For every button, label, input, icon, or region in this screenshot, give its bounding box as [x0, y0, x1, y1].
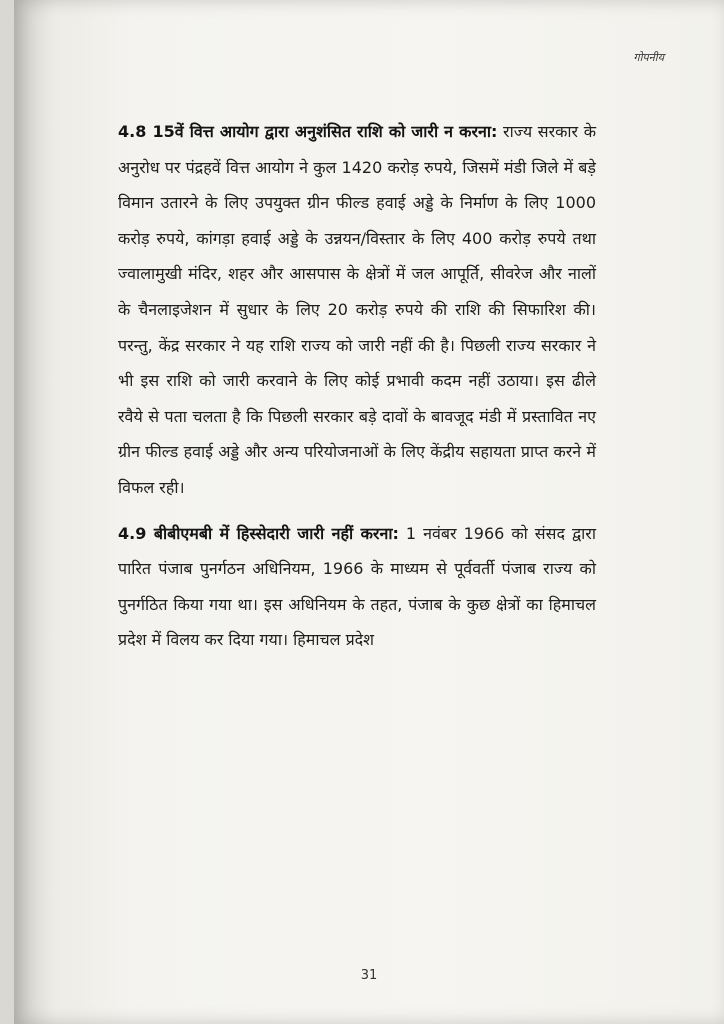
- document-page: [14, 0, 724, 1024]
- section-4-9: [118, 516, 596, 658]
- section-4-8: [118, 114, 596, 506]
- page-content: [118, 114, 596, 658]
- page-number: 31: [360, 968, 378, 983]
- section-body: राज्य सरकार के अनुरोध पर पंद्रहवें वित्त आयोग ने कुल 1420 करोड़ रुपये, जिसमें मंडी जिले में बड़े विमान उतारने के लिए उपयुक्त ग्रीन फील्ड हवाई अड्डे के निर्माण के लिए 1000 करोड़ रुपये, कांगड़ा हवाई अड्डे के उन्नयन/विस्तार के लिए 400 करोड़ रुपये तथा ज्वालामुखी मंदिर, शहर और आसपास के क्षेत्रों में जल आपूर्ति, सीवरेज और नालों के चैनलाइजेशन में सुधार के लिए 20 करोड़ रुपये की राशि की सिफारिश की। परन्तु, केंद्र सरकार ने यह राशि राज्य को जारी नहीं की है। पिछली राज्य सरकार ने भी इस राशि को जारी करवाने के लिए कोई प्रभावी कदम नहीं उठाया। इस ढीले रवैये से पता चलता है कि पिछली सरकार बड़े दावों के बावजूद मंडी में प्रस्तावित नए ग्रीन फील्ड हवाई अड्डे और अन्य परियोजनाओं के लिए केंद्रीय सहायता प्राप्त करने में विफल रही।: [118, 122, 596, 497]
- section-body: 1 नवंबर 1966 को संसद द्वारा पारित पंजाब पुनर्गठन अधिनियम, 1966 के माध्यम से पूर्ववर्ती पंजाब राज्य को पुनर्गठित किया गया था। इस अधिनियम के तहत, पंजाब के कुछ क्षेत्रों का हिमाचल प्रदेश में विलय कर दिया गया। हिमाचल प्रदेश: [118, 523, 596, 650]
- running-head: गोपनीय: [633, 51, 664, 64]
- section-heading: 4.8 15वें वित्त आयोग द्वारा अनुशंसित राशि को जारी न करना:: [118, 122, 498, 141]
- section-heading: 4.9 बीबीएमबी में हिस्सेदारी जारी नहीं करना:: [118, 523, 399, 543]
